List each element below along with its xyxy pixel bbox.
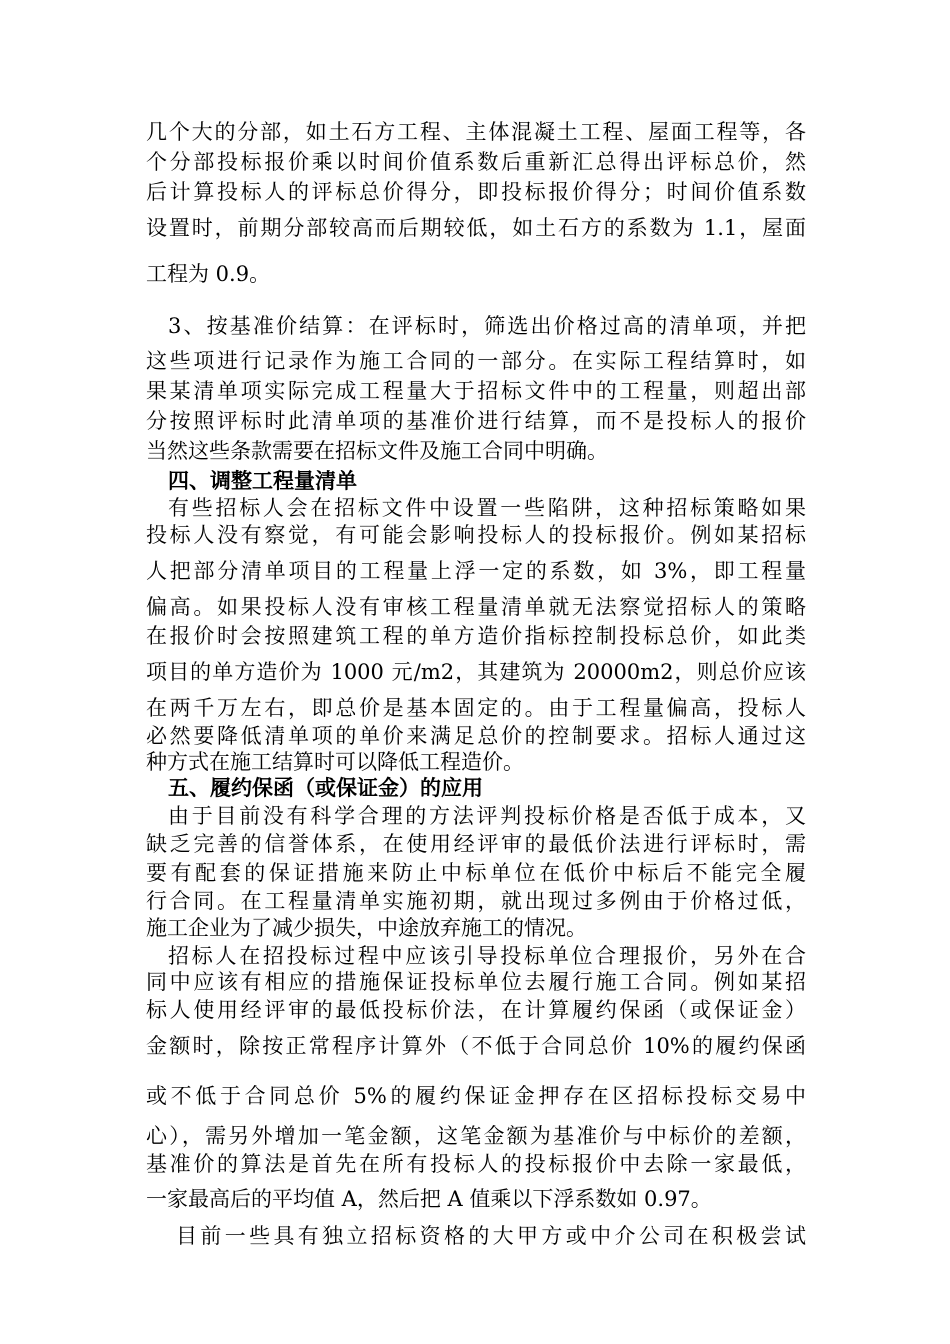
paragraph-line: 招标人在招投标过程中应该引导投标单位合理报价，另外在合 [168,944,806,968]
paragraph-line: 目前一些具有独立招标资格的大甲方或中介公司在积极尝试 [176,1224,806,1248]
paragraph-line: 必然要降低清单项的单价来满足总价的控制要求。招标人通过这 [146,724,806,748]
section-heading-four: 四、调整工程量清单 [168,468,357,493]
paragraph-line: 一家最高后的平均值 A，然后把 A 值乘以下浮系数如 0.97。 [146,1187,712,1211]
paragraph-line: 要有配套的保证措施来防止中标单位在低价中标后不能完全履 [146,861,806,885]
paragraph-line: 在报价时会按照建筑工程的单方造价指标控制投标总价，如此类 [146,624,806,648]
paragraph-line: 缺乏完善的信誉体系，在使用经评审的最低价法进行评标时，需 [146,832,806,856]
paragraph-line: 偏高。如果投标人没有审核工程量清单就无法察觉招标人的策略 [146,595,806,619]
paragraph-line: 后计算投标人的评标总价得分，即投标报价得分；时间价值系数 [146,180,806,204]
paragraph-line: 有些招标人会在招标文件中设置一些陷阱，这种招标策略如果 [168,496,806,520]
paragraph-line: 基准价的算法是首先在所有投标人的投标报价中去除一家最低， [146,1152,806,1176]
paragraph-line: 在两千万左右，即总价是基本固定的。由于工程量偏高，投标人 [146,696,806,720]
paragraph-line: 标人使用经评审的最低投标价法，在计算履约保函（或保证金） [146,998,806,1022]
paragraph-line: 工程为 0.9。 [146,262,271,286]
paragraph-line: 同中应该有相应的措施保证投标单位去履行施工合同。例如某招 [146,970,806,994]
paragraph-line: 金额时，除按正常程序计算外（不低于合同总价 10%的履约保函 [146,1034,806,1058]
paragraph-line: 果某清单项实际完成工程量大于招标文件中的工程量，则超出部 [146,379,806,403]
paragraph-line: 人把部分清单项目的工程量上浮一定的系数，如 3%，即工程量 [146,559,806,583]
paragraph-line: 分按照评标时此清单项的基准价进行结算，而不是投标人的报价 [146,409,806,433]
paragraph-line: 这些项进行记录作为施工合同的一部分。在实际工程结算时，如 [146,349,806,373]
paragraph-line: 几个大的分部，如土石方工程、主体混凝土工程、屋面工程等，各 [146,120,806,144]
paragraph-line: 当然这些条款需要在招标文件及施工合同中明确。 [146,439,608,463]
paragraph-line: 行合同。在工程量清单实施初期，就出现过多例由于价格过低， [146,889,806,913]
section-heading-five: 五、履约保函（或保证金）的应用 [168,775,483,800]
paragraph-line: 投标人没有察觉，有可能会影响投标人的投标报价。例如某招标 [146,523,806,547]
paragraph-line: 个分部投标报价乘以时间价值系数后重新汇总得出评标总价，然 [146,150,806,174]
paragraph-line: 项目的单方造价为 1000 元/m2，其建筑为 20000m2，则总价应该 [146,660,806,684]
paragraph-line: 由于目前没有科学合理的方法评判投标价格是否低于成本，又 [168,804,806,828]
paragraph-line: 或不低于合同总价 5%的履约保证金押存在区招标投标交易中 [146,1084,806,1108]
paragraph-line: 心），需另外增加一笔金额，这笔金额为基准价与中标价的差额， [146,1124,806,1148]
paragraph-line: 设置时，前期分部较高而后期较低，如土石方的系数为 1.1，屋面 [146,216,806,240]
paragraph-line: 3、按基准价结算：在评标时，筛选出价格过高的清单项，并把 [168,314,806,338]
paragraph-line: 施工企业为了减少损失，中途放弃施工的情况。 [146,916,587,940]
paragraph-line: 种方式在施工结算时可以降低工程造价。 [146,750,524,774]
